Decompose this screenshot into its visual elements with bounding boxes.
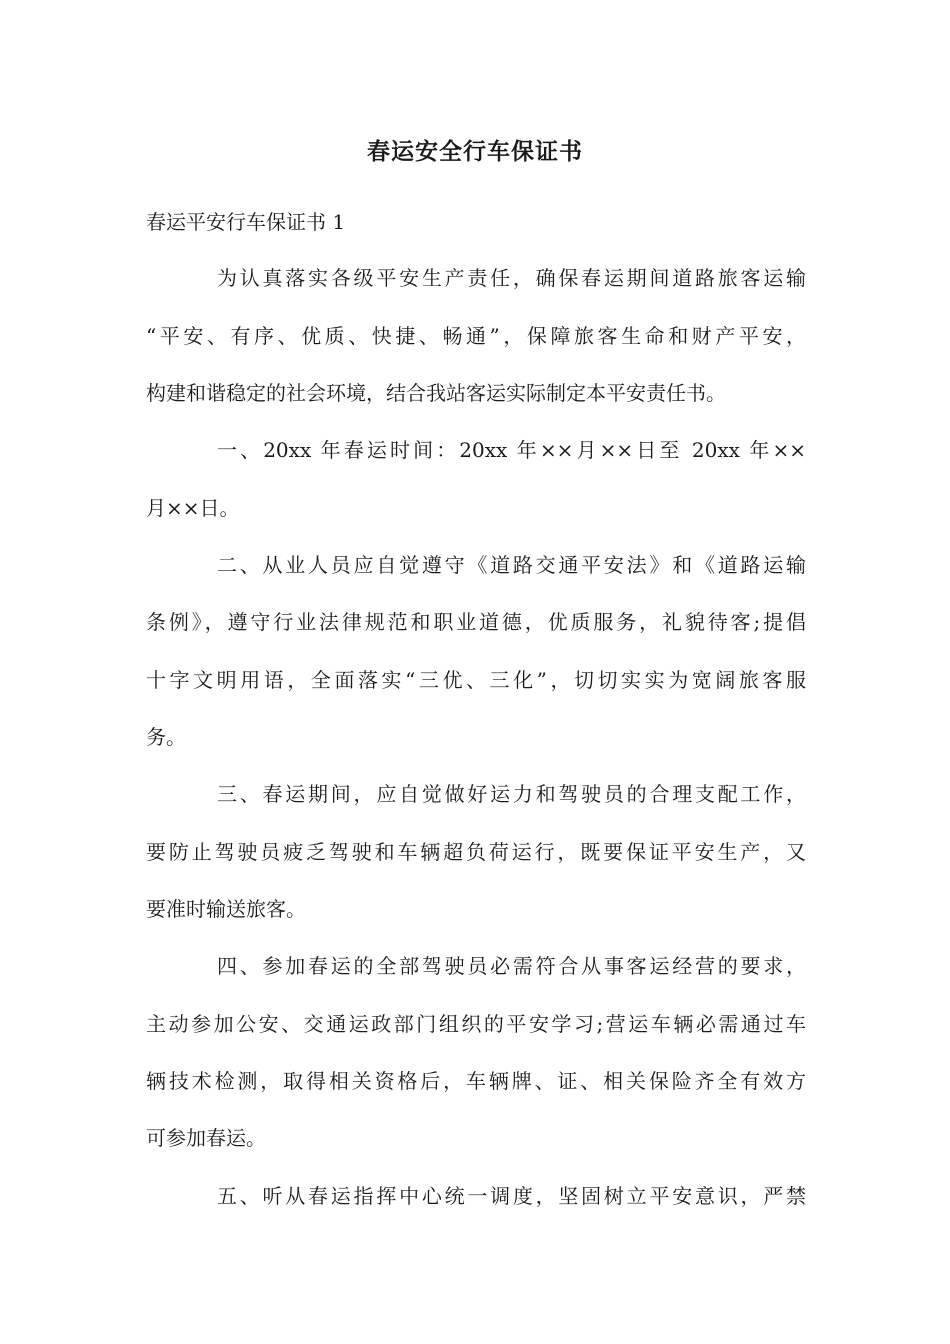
paragraph-line: 一、20xx 年春运时间：20xx 年××月××日至 20xx 年×× <box>217 438 806 462</box>
paragraph-line: 务。 <box>146 725 186 749</box>
paragraph-line: 三、春运期间，应自觉做好运力和驾驶员的合理支配工作， <box>217 782 806 806</box>
paragraph-line: 五、听从春运指挥中心统一调度，坚固树立平安意识，严禁 <box>217 1184 806 1208</box>
paragraph-line: 辆技术检测，取得相关资格后，车辆牌、证、相关保险齐全有效方 <box>146 1069 806 1093</box>
paragraph-line: 条例》，遵守行业法律规范和职业道德，优质服务，礼貌待客;提倡 <box>146 610 806 634</box>
paragraph-line: 要准时输送旅客。 <box>146 897 306 921</box>
paragraph-line: 可参加春运。 <box>146 1126 266 1150</box>
paragraph-line: 要防止驾驶员疲乏驾驶和车辆超负荷运行，既要保证平安生产，又 <box>146 840 806 864</box>
document-title: 春运安全行车保证书 <box>367 138 583 165</box>
paragraph-line: 月××日。 <box>146 496 240 520</box>
paragraph-line: 四、参加春运的全部驾驶员必需符合从事客运经营的要求， <box>217 954 806 978</box>
paragraph-line: 十字文明用语，全面落实“三优、三化”，切切实实为宽阔旅客服 <box>146 668 806 692</box>
paragraph-line: 为认真落实各级平安生产责任，确保春运期间道路旅客运输 <box>217 266 806 290</box>
section-heading: 春运平安行车保证书 1 <box>146 210 346 234</box>
paragraph-line: “平安、有序、优质、快捷、畅通”，保障旅客生命和财产平安， <box>146 324 806 348</box>
paragraph-line: 二、从业人员应自觉遵守《道路交通平安法》和《道路运输 <box>217 553 806 577</box>
paragraph-line: 主动参加公安、交通运政部门组织的平安学习;营运车辆必需通过车 <box>146 1012 806 1036</box>
paragraph-line: 构建和谐稳定的社会环境，结合我站客运实际制定本平安责任书。 <box>146 381 726 405</box>
